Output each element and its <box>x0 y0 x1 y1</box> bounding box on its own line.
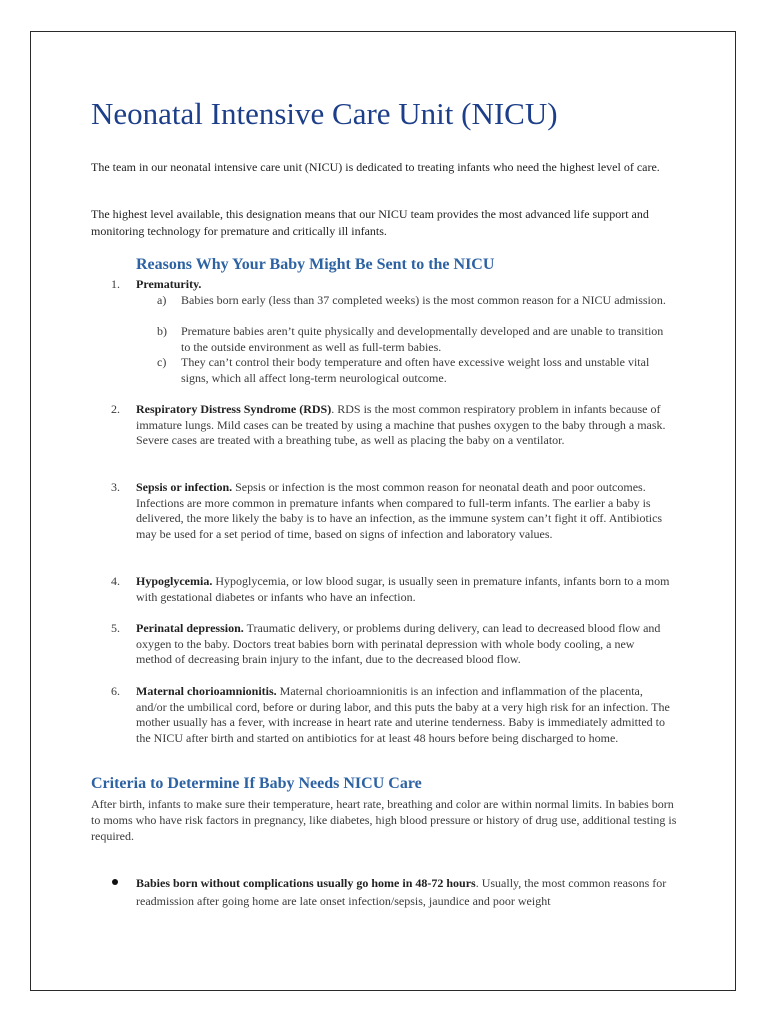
subitem-text: Premature babies aren’t quite physically and developmentally developed and are unable to transition to the outside environment as well as full-term babies. <box>181 324 664 354</box>
reason-subitem-b <box>157 324 667 355</box>
subitem-text: They can’t control their body temperature and often have excessive weight loss and unstable vital signs, which all affect long-term neurological outcome. <box>181 355 650 385</box>
list-number: 1. <box>111 277 120 291</box>
reason-title: Maternal chorioamnionitis. <box>136 684 277 698</box>
bullet-dot-icon <box>112 879 118 885</box>
list-number: 5. <box>111 621 120 635</box>
criteria-heading: Criteria to Determine If Baby Needs NICU Care <box>91 775 422 792</box>
reason-item-5 <box>111 621 673 668</box>
list-letter: a) <box>157 293 167 307</box>
reason-subitem-a <box>157 293 667 309</box>
list-letter: c) <box>157 355 167 369</box>
reason-text: Hypoglycemia, or low blood sugar, is usually seen in premature infants, infants born to a mom with gestational diabetes or infants who have an infection. <box>136 574 670 604</box>
intro-paragraph-1: The team in our neonatal intensive care unit (NICU) is dedicated to treating infants who need the highest level of care. <box>91 160 660 174</box>
reason-item-1 <box>111 277 673 293</box>
reason-text: Sepsis or infection is the most common reason for neonatal death and poor outcomes. Infections are more common in premature infants when compared to full-term infants. The earlier a baby is delivered, the more likely the baby is to have an infection, as the immune system can’t fight it off. Antibiotics may be used for a set period of time, based on signs of infection and laboratory values. <box>136 480 663 541</box>
bullet-text: . Usually, the most common reasons for readmission after going home are late onset infection/sepsis, jaundice and poor weight <box>136 876 667 908</box>
reason-text: . RDS is the most common respiratory problem in infants because of immature lungs. Mild cases can be treated by using a machine that pushes oxygen to the baby through a mask. Severe cases are treated with a breathing tube, as well as placing the baby on a ventilator. <box>136 402 666 447</box>
criteria-paragraph: After birth, infants to make sure their temperature, heart rate, breathing and color are within normal limits. In babies born to moms who have risk factors in pregnancy, like diabetes, high blood pressure or history of drug use, additional testing is required. <box>91 797 677 843</box>
reason-text: Maternal chorioamnionitis is an infection and inflammation of the placenta, and/or the umbilical cord, before or during labor, and this puts the baby at a very high risk for an infection. The mother usually has a fever, with increase in heart rate and uterine tenderness. Baby is immediately admitted to the NICU after birth and started on antibiotics for at least 48 hours before being discharged to home. <box>136 684 670 745</box>
reason-title: Sepsis or infection. <box>136 480 233 494</box>
list-letter: b) <box>157 324 167 338</box>
reason-item-3 <box>111 480 673 542</box>
list-number: 3. <box>111 480 120 494</box>
list-number: 4. <box>111 574 120 588</box>
reason-title: Respiratory Distress Syndrome (RDS) <box>136 402 332 416</box>
intro-paragraph-2: The highest level available, this designation means that our NICU team provides the most advanced life support and monitoring technology for premature and critically ill infants. <box>91 207 649 238</box>
list-number: 6. <box>111 684 120 698</box>
document-page <box>30 31 736 991</box>
list-number: 2. <box>111 402 120 416</box>
page-title: Neonatal Intensive Care Unit (NICU) <box>91 96 558 131</box>
subitem-text: Babies born early (less than 37 completed weeks) is the most common reason for a NICU admission. <box>181 293 666 307</box>
reason-item-6 <box>111 684 673 746</box>
criteria-bullet-1 <box>111 874 671 910</box>
reason-item-2 <box>111 402 673 449</box>
reason-item-4 <box>111 574 673 605</box>
reason-subitem-c <box>157 355 667 386</box>
bullet-title: Babies born without complications usually go home in 48-72 hours <box>136 876 476 890</box>
reason-title: Hypoglycemia. <box>136 574 213 588</box>
reason-title: Prematurity. <box>136 277 202 291</box>
reasons-heading: Reasons Why Your Baby Might Be Sent to the NICU <box>136 256 495 273</box>
reason-text: Traumatic delivery, or problems during delivery, can lead to decreased blood flow and oxygen to the baby. Doctors treat babies born with perinatal depression with whole body cooling, a new method of decreasing brain injury to the infant, due to the decreased blood flow. <box>136 621 661 666</box>
reason-title: Perinatal depression. <box>136 621 244 635</box>
